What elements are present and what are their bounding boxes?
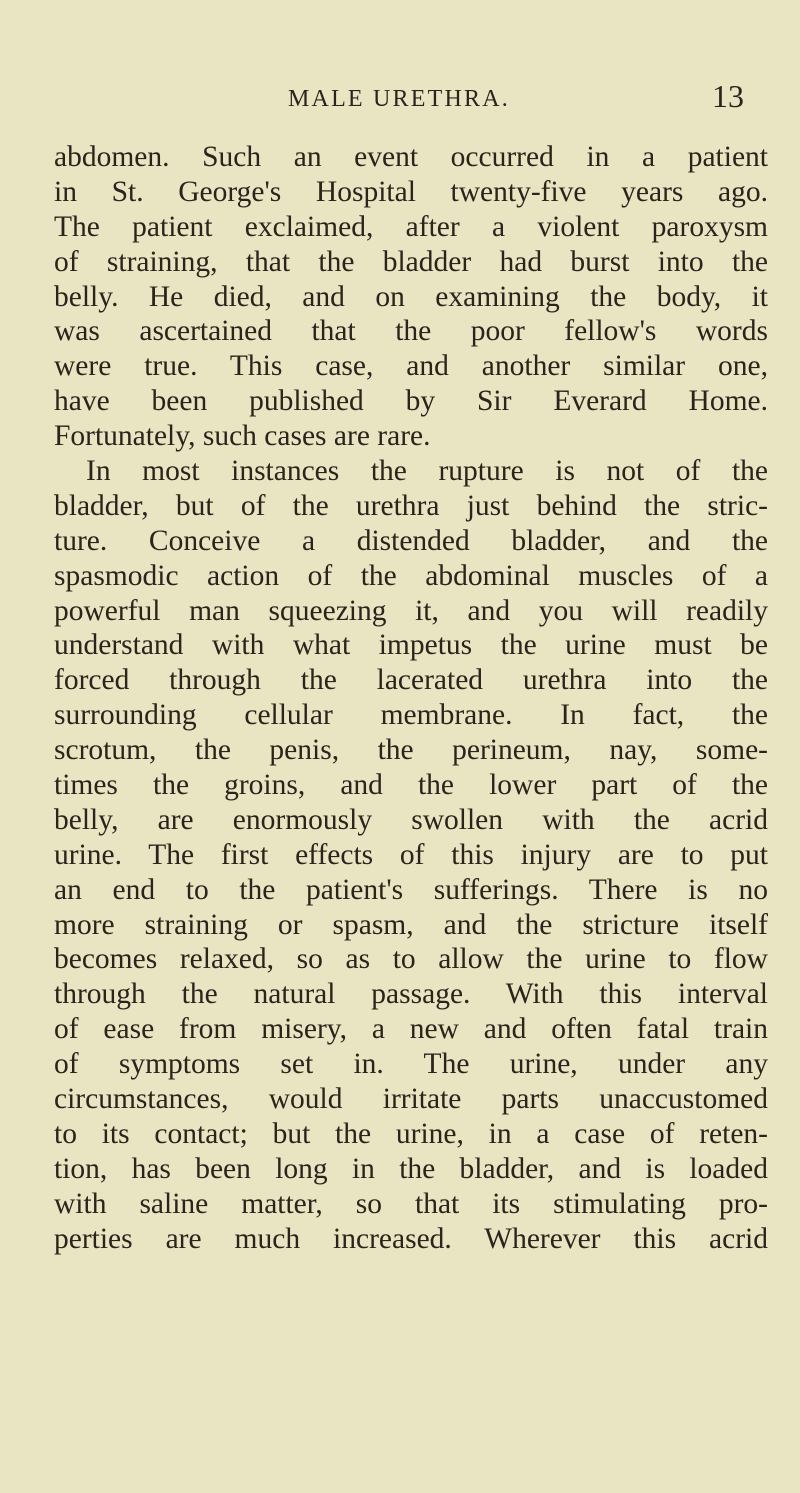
text-line: have been published by Sir Everard Home. <box>54 385 768 418</box>
running-title: MALE URETHRA. <box>288 86 510 112</box>
text-line: was ascertained that the poor fellow's words <box>54 315 768 348</box>
body-text <box>54 140 768 1257</box>
text-line: spasmodic action of the abdominal muscles of a <box>54 559 768 592</box>
text-line: more straining or spasm, and the stricture itself <box>54 908 768 941</box>
text-line: scrotum, the penis, the perineum, nay, some- <box>54 734 768 767</box>
text-line: of symptoms set in. The urine, under any <box>54 1048 768 1081</box>
text-line: forced through the lacerated urethra into the <box>54 664 768 697</box>
text-line: understand with what impetus the urine must be <box>54 629 768 662</box>
text-line: belly, are enormously swollen with the acrid <box>54 803 768 836</box>
text-line: Fortunately, such cases are rare. <box>54 420 431 453</box>
text-line: urine. The first effects of this injury are to put <box>54 838 768 871</box>
text-line: an end to the patient's sufferings. There is no <box>54 873 768 906</box>
text-line: surrounding cellular membrane. In fact, the <box>54 699 768 732</box>
text-line: The patient exclaimed, after a violent paroxysm <box>54 210 768 243</box>
text-line: abdomen. Such an event occurred in a patient <box>54 141 768 173</box>
text-line: belly. He died, and on examining the body, it <box>54 280 768 313</box>
text-line: of straining, that the bladder had burst into the <box>54 245 768 278</box>
text-line: powerful man squeezing it, and you will readily <box>54 594 768 627</box>
text-line: of ease from misery, a new and often fatal train <box>54 1013 768 1046</box>
text-line: times the groins, and the lower part of the <box>54 769 768 802</box>
text-line: becomes relaxed, so as to allow the urine to flow <box>54 943 768 976</box>
text-line: ture. Conceive a distended bladder, and the <box>54 524 768 557</box>
text-line: circumstances, would irritate parts unaccustomed <box>54 1083 768 1116</box>
page-number: 13 <box>712 78 744 114</box>
text-line: perties are much increased. Wherever this acrid <box>54 1222 768 1255</box>
running-head <box>0 78 800 122</box>
text-line: tion, has been long in the bladder, and is loaded <box>54 1152 768 1185</box>
text-line: bladder, but of the urethra just behind the stric- <box>54 489 768 522</box>
text-line: with saline matter, so that its stimulating pro- <box>54 1187 768 1220</box>
text-line: in St. George's Hospital twenty-five years ago. <box>54 175 768 208</box>
text-line: through the natural passage. With this interval <box>54 978 768 1011</box>
text-line: were true. This case, and another similar one, <box>54 350 768 383</box>
text-line: to its contact; but the urine, in a case of reten- <box>54 1117 768 1150</box>
text-line: In most instances the rupture is not of the <box>86 455 768 488</box>
